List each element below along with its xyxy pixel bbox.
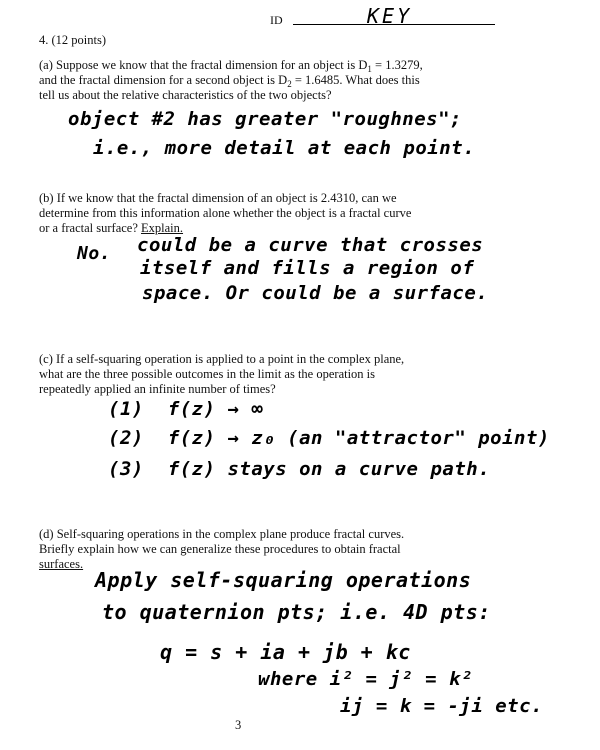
part-d-question	[39, 527, 479, 572]
question-heading	[39, 33, 106, 48]
part-b-answer-line3: space. Or could be a surface.	[142, 282, 489, 304]
part-b-explain: Explain.	[141, 221, 184, 235]
part-a-answer-line1: object #2 has greater "roughnes";	[68, 108, 462, 130]
part-d-answer-line4: where i² = j² = k²	[258, 668, 473, 690]
page-number: 3	[235, 718, 242, 732]
part-c-line2: what are the three possible outcomes in the limit as the operation is	[39, 367, 376, 381]
part-c-question	[39, 352, 479, 397]
part-b-line2: determine from this information alone whether the object is a fractal curve	[39, 206, 412, 220]
part-c-line3: repeatedly applied an infinite number of times?	[39, 382, 276, 396]
part-d-line3: surfaces.	[39, 557, 84, 571]
part-a-line3: tell us about the relative characteristics of the two objects?	[39, 88, 332, 102]
id-label: ID	[270, 13, 283, 27]
answer-2-text: f(z) → z₀ (an "attractor" point)	[167, 427, 550, 449]
answer-1-text: f(z) → ∞	[167, 398, 264, 420]
part-a-answer-line2: i.e., more detail at each point.	[93, 137, 476, 159]
part-d-answer-line3: q = s + ia + jb + kc	[160, 640, 411, 664]
d1-subscript: 1	[367, 64, 372, 74]
question-number: 4.	[39, 33, 49, 47]
part-a-line2	[39, 73, 479, 88]
part-d-answer-line2: to quaternion pts; i.e. 4D pts:	[102, 600, 491, 624]
part-a-line1-tail: = 1.3279,	[371, 58, 423, 72]
part-c-line1: (c) If a self-squaring operation is applied to a point in the complex plane,	[39, 352, 405, 366]
answer-3-text: f(z) stays on a curve path.	[167, 458, 491, 480]
part-b-answer-line1: could be a curve that crosses	[137, 234, 484, 256]
answer-2-number: (2)	[108, 427, 144, 449]
d2-subscript: 2	[287, 79, 292, 89]
part-a-line1-text: (a) Suppose we know that the fractal dimension for an object is D	[39, 58, 368, 72]
part-a-question	[39, 58, 479, 103]
part-b-answer-no: No.	[77, 243, 112, 264]
id-value-handwritten: KEY	[367, 4, 413, 28]
part-c-answer-2	[108, 427, 550, 449]
part-c-answer-3	[108, 458, 490, 480]
part-d-line1: (d) Self-squaring operations in the complex plane produce fractal curves.	[39, 527, 405, 541]
answer-1-number: (1)	[108, 398, 144, 420]
part-c-answer-1	[108, 398, 263, 420]
part-d-line2: Briefly explain how we can generalize these procedures to obtain fractal	[39, 542, 401, 556]
part-a-line1	[39, 58, 479, 73]
answer-3-number: (3)	[108, 458, 144, 480]
part-a-line2-text: and the fractal dimension for a second object is D	[39, 73, 288, 87]
part-b-question	[39, 191, 479, 236]
part-d-answer-line1: Apply self-squaring operations	[95, 568, 472, 592]
part-a-line2-tail: = 1.6485. What does this	[291, 73, 420, 87]
part-b-line1: (b) If we know that the fractal dimension of an object is 2.4310, can we	[39, 191, 397, 205]
part-d-answer-line5: ij = k = -ji etc.	[340, 695, 543, 717]
part-b-line3-text: or a fractal surface?	[39, 221, 142, 235]
part-b-answer-line2: itself and fills a region of	[140, 257, 475, 279]
question-points: (12 points)	[51, 33, 107, 47]
